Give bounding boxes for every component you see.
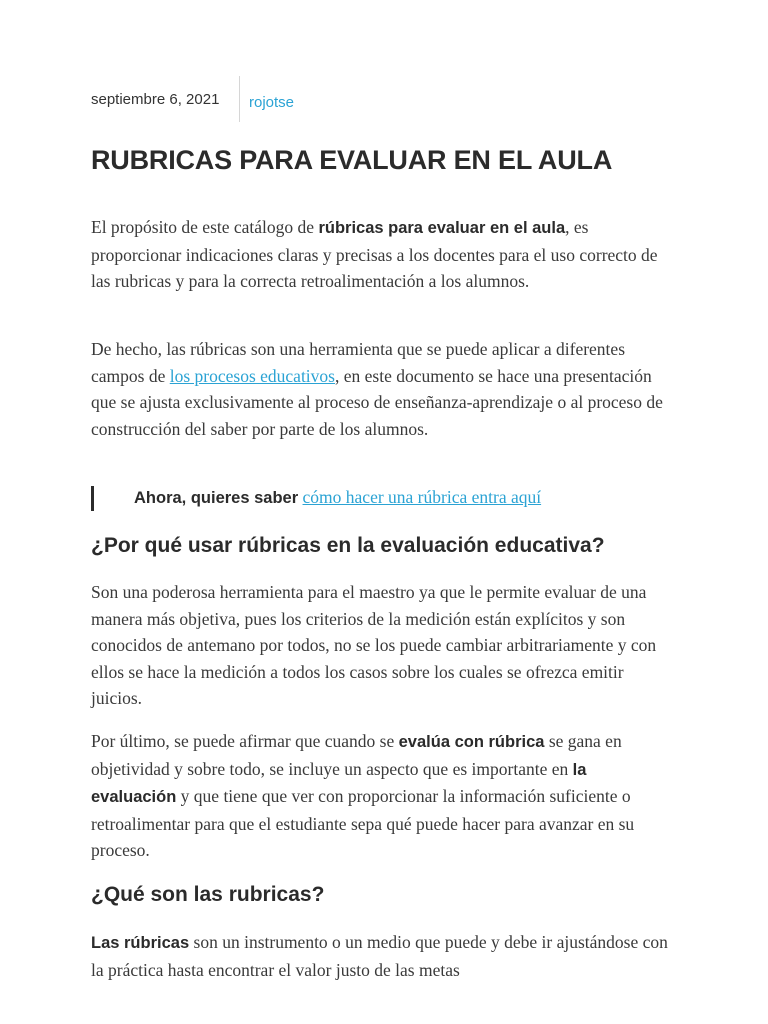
paragraph-campos: [91, 336, 671, 442]
intro-text-after: , es proporcionar indicaciones claras y precisas a los docentes para el uso correcto de las rubricas y para la correcta retroalimentación a los alumnos.: [91, 217, 658, 291]
page-title: RUBRICAS PARA EVALUAR EN EL AULA: [91, 145, 613, 175]
evalua-bold: evalúa con rúbrica: [398, 733, 545, 751]
section-heading-por-que: ¿Por qué usar rúbricas en la evaluación educativa?: [91, 534, 605, 557]
las-rubricas-rest: son un instrumento o un medio que puede y debe ir ajustándose con la práctica hasta encontrar el valor justo de las metas: [91, 932, 668, 980]
author-link[interactable]: rojotse: [249, 94, 295, 111]
blockquote-text: [134, 484, 541, 512]
paragraph-las-rubricas: [91, 929, 671, 983]
intro-bold: rúbricas para evaluar en el aula: [318, 219, 566, 237]
procesos-educativos-link[interactable]: los procesos educativos: [169, 365, 335, 386]
meta-divider: [239, 76, 240, 122]
paragraph-por-ultimo: [91, 728, 671, 864]
como-hacer-rubrica-link[interactable]: cómo hacer una rúbrica entra aquí: [302, 487, 542, 507]
la-evaluacion-bold: la evaluación: [91, 760, 587, 806]
blockquote: [91, 484, 671, 512]
section-heading-que-son: ¿Qué son las rubricas?: [91, 883, 325, 906]
para-ultimo-b: se gana en objetividad y sobre todo, se incluye un aspecto que es importante en: [91, 731, 622, 779]
las-rubricas-bold: Las rúbricas: [91, 934, 190, 952]
para-ultimo-a: Por último, se puede afirmar que cuando se: [91, 731, 399, 751]
blockquote-bar: [91, 486, 94, 511]
para-ultimo-c: y que tiene que ver con proporcionar la información suficiente o retroalimentar para que el estudiante sepa qué puede hacer para avanzar en su proceso.: [91, 786, 635, 860]
para2-text-after: , en este documento se hace una presentación que se ajusta exclusivamente al proceso de enseñanza-aprendizaje o al proceso de construcción del saber por parte de los alumnos.: [91, 365, 663, 439]
quote-bold: Ahora, quieres saber: [134, 489, 299, 507]
paragraph-poderosa: Son una poderosa herramienta para el maestro ya que le permite evaluar de una manera más objetiva, pues los criterios de la medición están explícitos y son conocidos de antemano por todos, no se los puede cambiar arbitrariamente y con ellos se hace la medición a todos los casos sobre los cuales se ofrezca emitir juicios.: [91, 582, 657, 708]
intro-paragraph: [91, 214, 671, 295]
post-date: septiembre 6, 2021: [91, 91, 220, 108]
intro-text-before: El propósito de este catálogo de: [91, 217, 319, 237]
para2-text-before: De hecho, las rúbricas son una herramienta que se puede aplicar a diferentes campos de: [91, 339, 625, 386]
